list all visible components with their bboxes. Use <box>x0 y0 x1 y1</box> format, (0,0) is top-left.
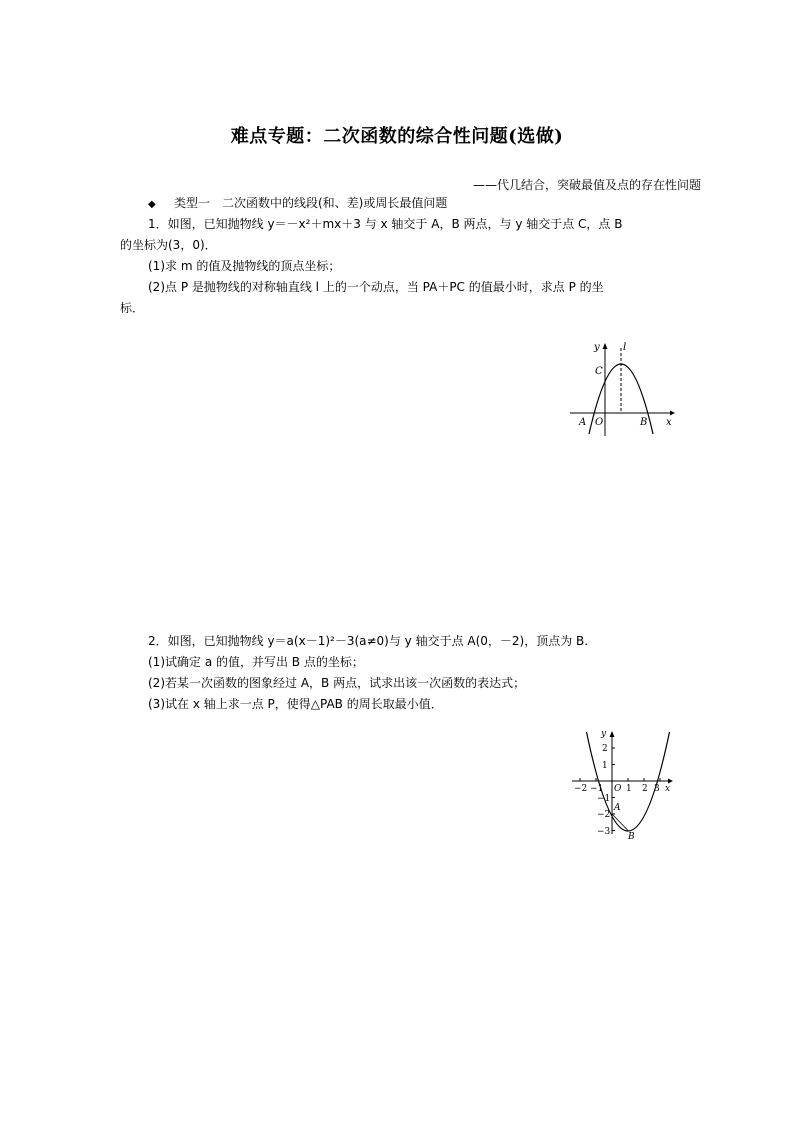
fig1-y-arrow-icon <box>603 343 608 349</box>
fig1-label-l: l <box>623 342 627 353</box>
fig2-xtick-label: −1 <box>590 784 604 794</box>
fig2-ytick-label: −2 <box>597 810 611 820</box>
fig1-label-A: A <box>579 417 587 428</box>
fig2-label-y: y <box>601 729 607 739</box>
problem2-question2: (2)若某一次函数的图象经过 A，B 两点，试求出该一次函数的表达式； <box>148 676 526 690</box>
page-subtitle: ——代几结合，突破最值及点的存在性问题 <box>472 178 701 192</box>
fig2-xtick-label: −2 <box>574 784 588 794</box>
page-title: 难点专题：二次函数的综合性问题(选做) <box>230 126 564 147</box>
fig1-label-y: y <box>594 342 600 353</box>
section-heading-label: 类型一 二次函数中的线段(和、差)或周长最值问题 <box>174 196 448 210</box>
fig2-xtick-label: 1 <box>626 784 632 794</box>
problem1-statement-line1: 1．如图，已知抛物线 y＝－x²＋mx＋3 与 x 轴交于 A，B 两点，与 y 轴交于点 C，点 B <box>148 217 623 231</box>
fig2-label-A: A <box>614 803 621 813</box>
problem1-question1: (1)求 m 的值及抛物线的顶点坐标； <box>148 259 341 273</box>
diamond-bullet-icon: ◆ <box>148 199 156 210</box>
fig1-x-arrow-icon <box>670 411 675 416</box>
fig2-xtick-label: 3 <box>654 784 660 794</box>
fig2-xtick-label: 2 <box>642 784 648 794</box>
fig2-ytick-label: −3 <box>597 827 611 837</box>
fig2-ytick-label: −1 <box>597 794 611 804</box>
problem1-statement-line2: 的坐标为(3，0)． <box>120 238 217 252</box>
fig2-ytick-label: 2 <box>602 744 608 754</box>
fig1-label-O: O <box>595 417 604 428</box>
fig1-label-B: B <box>640 417 648 428</box>
fig1-label-x: x <box>666 417 672 428</box>
fig2-ytick-label: 1 <box>602 761 608 771</box>
problem2-question1: (1)试确定 a 的值，并写出 B 点的坐标； <box>148 655 364 669</box>
problem1-question2-line1: (2)点 P 是抛物线的对称轴直线 l 上的一个动点，当 PA＋PC 的值最小时，求点 P 的坐 <box>148 280 604 294</box>
fig2-x-arrow-icon <box>668 779 673 784</box>
fig2-label-O: O <box>614 784 622 794</box>
fig1-label-C: C <box>595 366 603 377</box>
fig2-label-B: B <box>628 832 635 840</box>
problem1-parabola-figure <box>566 338 678 440</box>
problem2-statement-line1: 2．如图，已知抛物线 y＝a(x－1)²－3(a≠0)与 y 轴交于点 A(0，－2)，顶点为 B. <box>148 634 589 648</box>
problem2-parabola-figure <box>566 728 680 840</box>
problem1-question2-line2: 标． <box>120 301 145 315</box>
fig2-y-arrow-icon <box>610 731 615 737</box>
section-heading-type1 <box>148 195 447 213</box>
problem2-question3: (3)试在 x 轴上求一点 P，使得△PAB 的周长取最小值． <box>148 697 443 711</box>
fig2-label-x: x <box>665 784 671 794</box>
